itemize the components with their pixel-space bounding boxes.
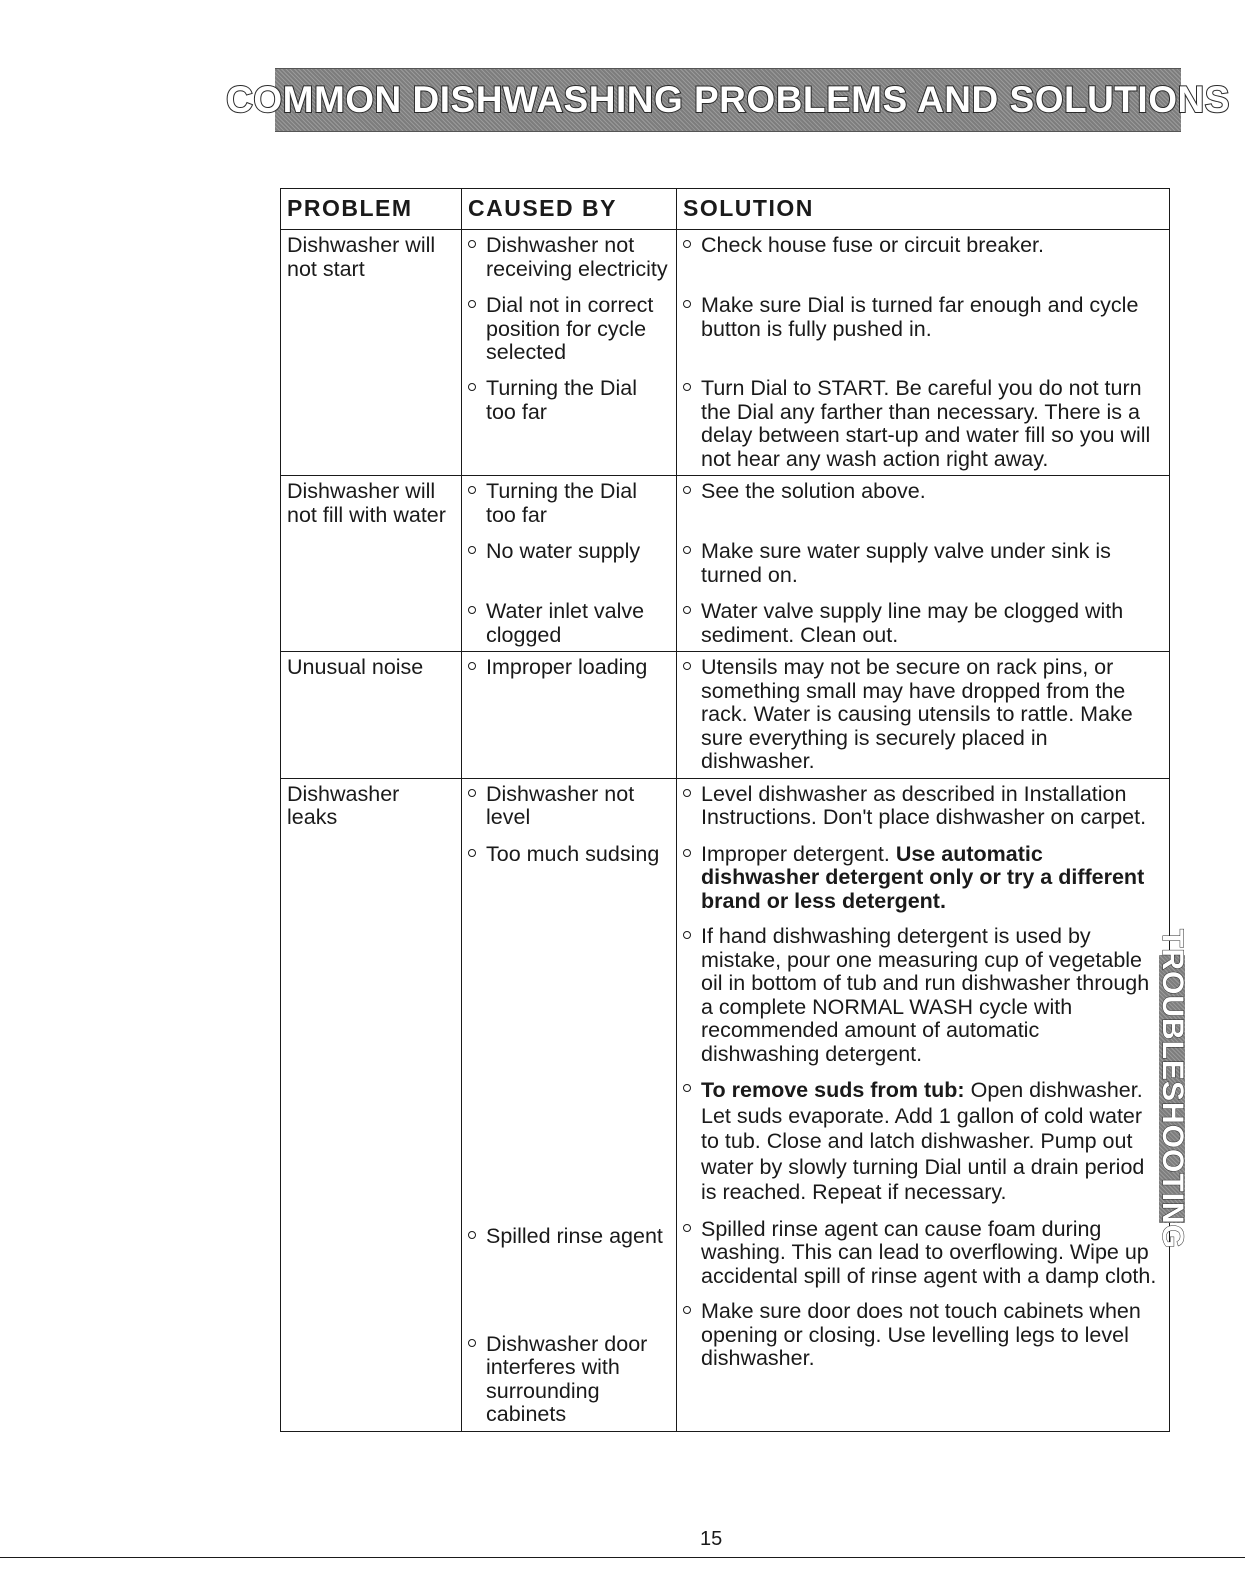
list-item (468, 656, 670, 680)
problem-text: Dishwasher leaks (287, 781, 400, 829)
solution-lead: Improper detergent. (701, 841, 890, 866)
solution-text: Utensils may not be secure on rack pins, or something small may have dropped from the rack. Water is causing utensils to rattle. Make sure everything is securely placed in dishwasher. (701, 655, 1133, 773)
bullet-icon (683, 383, 691, 391)
list-item (683, 1078, 1163, 1206)
table-row (281, 230, 1170, 476)
list-item (468, 377, 670, 424)
bottom-rule (0, 1557, 1245, 1558)
bullet-icon (683, 1306, 691, 1314)
bullet-icon (468, 789, 476, 797)
problem-cell (281, 652, 462, 779)
list-item (468, 234, 670, 282)
problem-cell (281, 778, 462, 1431)
bullet-icon (468, 1231, 476, 1239)
list-item (683, 234, 1163, 282)
header-caused-by: CAUSED BY (462, 189, 677, 230)
solutions-cell (677, 230, 1170, 476)
bullet-icon (683, 789, 691, 797)
side-tab-label: TROUBLESHOOTING (1156, 929, 1189, 1249)
list-item (468, 294, 670, 365)
page-number: 15 (700, 1528, 723, 1550)
list-item (683, 480, 1163, 528)
bullet-icon (683, 486, 691, 494)
title-banner (226, 68, 1230, 132)
list-item (468, 600, 670, 647)
solution-bold-text: Use automatic dishwasher detergent only or try a different brand or less detergent. (701, 841, 1145, 913)
section-side-tab (1156, 929, 1189, 1249)
problem-cell (281, 230, 462, 476)
cause-text: Dial not in correct position for cycle selected (486, 293, 654, 364)
list-item (683, 1218, 1163, 1289)
list-item (683, 783, 1163, 831)
cause-text: Improper loading (486, 655, 648, 679)
list-item (468, 843, 670, 1213)
list-item (468, 540, 670, 588)
solution-bold-lead: To remove suds from tub: (701, 1078, 965, 1102)
solution-text: Spilled rinse agent can cause foam during washing. This can lead to overflowing. Wipe up accidental spill of rinse agent with a damp cloth. (701, 1216, 1157, 1288)
problem-text: Unusual noise (287, 655, 424, 679)
troubleshooting-table (280, 188, 1170, 1432)
solution-text: Make sure water supply valve under sink is turned on. (701, 539, 1111, 587)
list-item (468, 1225, 670, 1321)
list-item (468, 1333, 670, 1427)
solution-text: Water valve supply line may be clogged with sediment. Clean out. (701, 599, 1124, 647)
cause-text: Spilled rinse agent (486, 1223, 663, 1248)
cause-text: Turning the Dial too far (486, 479, 637, 527)
causes-cell (462, 230, 677, 476)
bullet-icon (683, 849, 691, 857)
solution-text: Check house fuse or circuit breaker. (701, 233, 1044, 257)
bullet-icon (683, 300, 691, 308)
table-row (281, 476, 1170, 652)
bullet-icon (468, 606, 476, 614)
solution-text: Open dishwasher. Let suds evaporate. Add 1 gallon of cold water to tub. Close and latch dishwasher. Pump out water by slowly turning Dial until a drain period is reached. Repeat if necessary. (701, 1078, 1145, 1204)
list-item (683, 1300, 1163, 1371)
solution-text: Turn Dial to START. Be careful you do not turn the Dial any farther than necessary. There is a delay between start-up and water fill so you will not hear any wash action right away. (701, 376, 1151, 471)
cause-text: Too much sudsing (486, 841, 660, 866)
bullet-icon (683, 606, 691, 614)
cause-text: No water supply (486, 539, 641, 563)
bullet-icon (468, 849, 476, 857)
bullet-icon (468, 662, 476, 670)
bullet-icon (468, 486, 476, 494)
cause-text: Dishwasher not receiving electricity (486, 233, 668, 281)
problem-cell (281, 476, 462, 652)
causes-cell (462, 778, 677, 1431)
list-item (683, 600, 1163, 647)
cause-text: Water inlet valve clogged (486, 599, 645, 647)
problem-text: Dishwasher will not fill with water (287, 479, 446, 527)
solution-text: Make sure door does not touch cabinets when opening or closing. Use levelling legs to level dishwasher. (701, 1299, 1141, 1370)
header-solution: SOLUTION (677, 189, 1170, 230)
solutions-cell (677, 778, 1170, 1431)
bullet-icon (468, 1339, 476, 1347)
table-row (281, 652, 1170, 779)
bullet-icon (683, 546, 691, 554)
list-item (468, 480, 670, 528)
table-header-row (281, 189, 1170, 230)
table-row (281, 778, 1170, 1431)
cause-text: Dishwasher door interferes with surrounding cabinets (486, 1331, 648, 1426)
page-title: COMMON DISHWASHING PROBLEMS AND SOLUTIONS (226, 79, 1230, 120)
bullet-icon (468, 546, 476, 554)
list-item (683, 925, 1163, 1066)
bullet-icon (468, 383, 476, 391)
bullet-icon (683, 662, 691, 670)
bullet-icon (468, 300, 476, 308)
causes-cell (462, 476, 677, 652)
solutions-cell (677, 476, 1170, 652)
bullet-icon (683, 1084, 691, 1092)
bullet-icon (683, 240, 691, 248)
cause-text: Turning the Dial too far (486, 376, 637, 424)
bullet-icon (683, 1224, 691, 1232)
cause-text: Dishwasher not level (486, 781, 635, 829)
causes-cell (462, 652, 677, 779)
solution-text: Level dishwasher as described in Installation Instructions. Don't place dishwasher on carpet. (701, 781, 1147, 829)
bullet-icon (468, 240, 476, 248)
list-item (683, 294, 1163, 365)
list-item (468, 783, 670, 831)
solution-text: If hand dishwashing detergent is used by mistake, pour one measuring cup of vegetable oil in bottom of tub and run dishwasher through a complete NORMAL WASH cycle with recommended amount of automatic dishwashing detergent. (701, 924, 1150, 1066)
solution-text: See the solution above. (701, 479, 926, 503)
bullet-icon (683, 931, 691, 939)
list-item (683, 843, 1163, 914)
list-item (683, 540, 1163, 588)
solutions-cell (677, 652, 1170, 779)
list-item (683, 656, 1163, 774)
problem-text: Dishwasher will not start (287, 233, 436, 281)
solution-text: Make sure Dial is turned far enough and cycle button is fully pushed in. (701, 293, 1139, 341)
list-item (683, 377, 1163, 471)
header-problem: PROBLEM (281, 189, 462, 230)
